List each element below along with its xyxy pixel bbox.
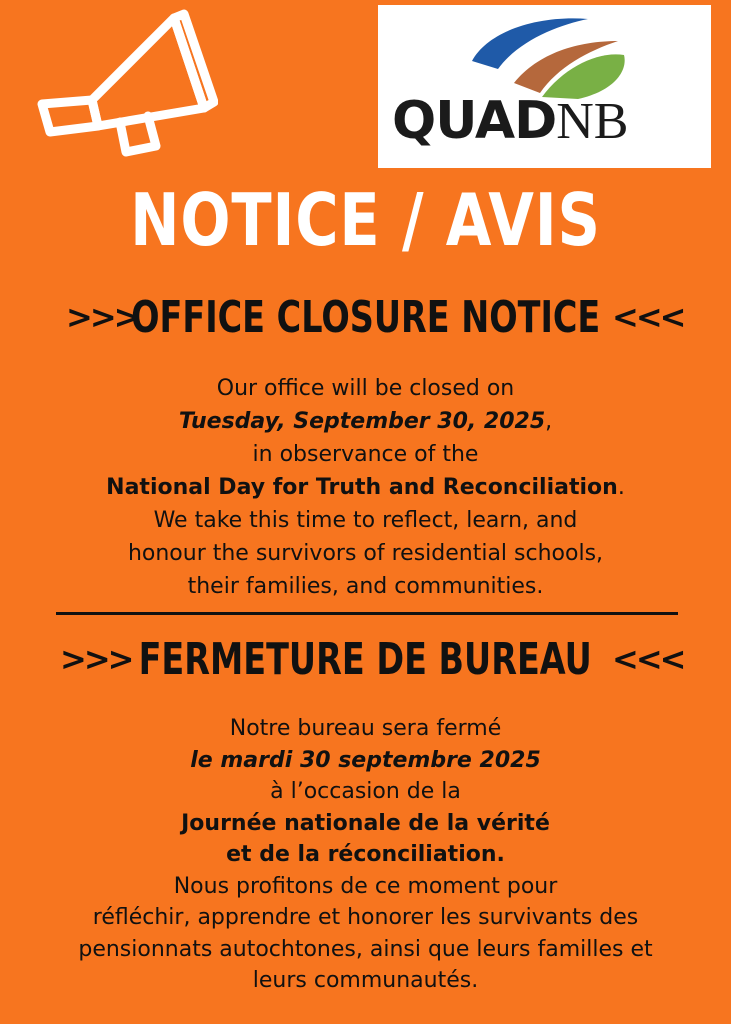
english-observance-line — [20, 471, 711, 504]
english-observance-period: . — [617, 475, 625, 500]
chevron-right-icon: >>> — [66, 298, 138, 336]
english-observance: National Day for Truth and Reconciliation — [106, 475, 618, 500]
chevron-left-icon: <<< — [612, 298, 684, 336]
page-title: NOTICE / AVIS — [130, 178, 601, 262]
english-date-comma: , — [545, 409, 553, 434]
french-line1: Notre bureau sera fermé — [229, 716, 502, 741]
chevron-right-icon: >>> — [60, 640, 132, 678]
english-body — [20, 372, 711, 603]
french-line8: pensionnats autochtones, ainsi que leurs familles et — [78, 936, 653, 962]
section-divider — [56, 612, 678, 615]
english-line3: in observance of the — [252, 442, 479, 467]
french-date: le mardi 30 septembre 2025 — [190, 747, 541, 773]
logo-nb: NB — [556, 93, 629, 150]
french-observance2: et de la réconciliation. — [226, 842, 505, 867]
english-line7: their families, and communities. — [187, 574, 544, 599]
french-line6: Nous profitons de ce moment pour — [173, 873, 558, 899]
english-line1: Our office will be closed on — [216, 376, 515, 401]
chevron-left-icon: <<< — [612, 640, 684, 678]
french-body — [20, 713, 711, 997]
french-heading: FERMETURE DE BUREAU — [138, 634, 593, 685]
logo-quad: QUAD — [392, 91, 557, 151]
french-heading-row — [0, 634, 731, 684]
logo-wordmark — [392, 91, 629, 151]
french-line3: à l’occasion de la — [270, 779, 461, 804]
english-date-line — [20, 405, 711, 438]
megaphone-icon — [28, 8, 218, 168]
english-line5: We take this time to reflect, learn, and — [153, 508, 578, 533]
french-line7: réfléchir, apprendre et honorer les survivants des — [92, 905, 639, 930]
english-date: Tuesday, September 30, 2025 — [178, 409, 546, 434]
english-line6: honour the survivors of residential schools, — [127, 541, 604, 566]
english-heading: OFFICE CLOSURE NOTICE — [130, 292, 601, 343]
french-observance1: Journée nationale de la vérité — [181, 810, 550, 836]
quadnb-logo — [378, 5, 711, 168]
french-line9: leurs communautés. — [252, 968, 479, 993]
english-heading-row — [0, 292, 731, 342]
logo-graphic — [468, 11, 628, 101]
